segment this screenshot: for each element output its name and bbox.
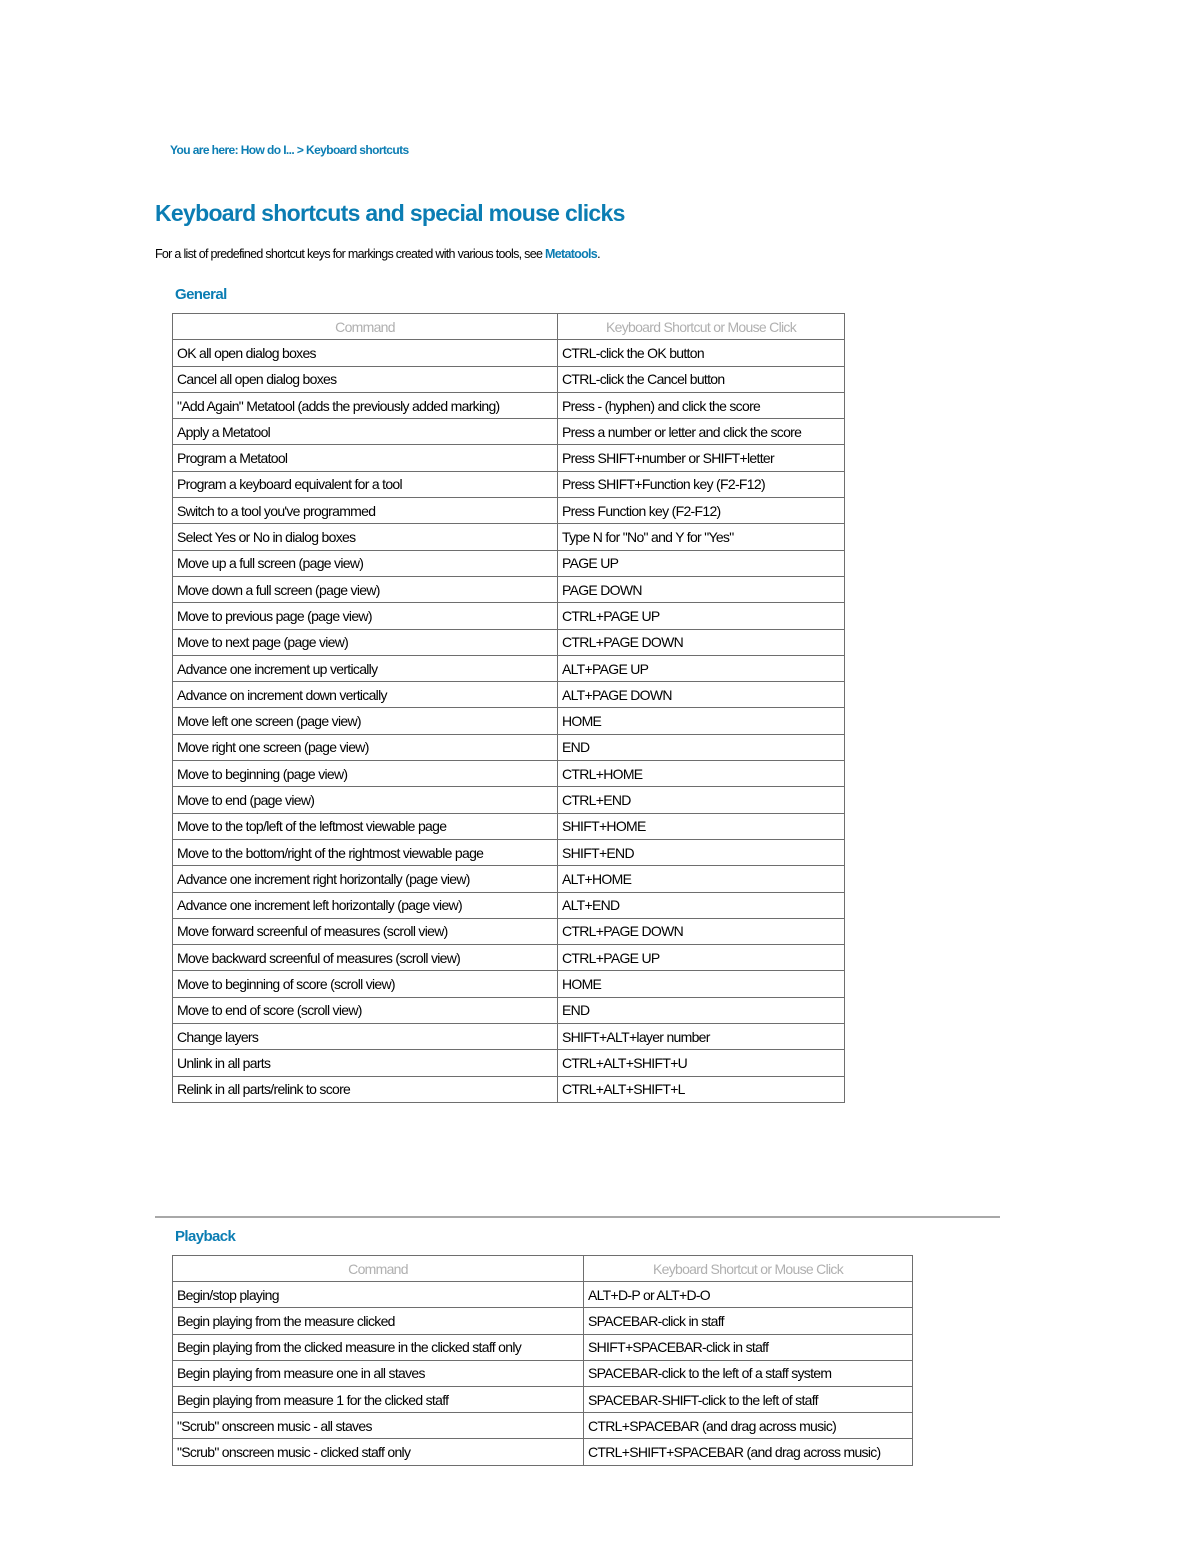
command-cell: Move to beginning of score (scroll view) bbox=[173, 971, 558, 997]
general-heading: General bbox=[175, 286, 227, 303]
shortcut-cell: HOME bbox=[558, 708, 845, 734]
command-cell: Move down a full screen (page view) bbox=[173, 576, 558, 602]
shortcut-cell: SHIFT+ALT+layer number bbox=[558, 1024, 845, 1050]
command-cell: Unlink in all parts bbox=[173, 1050, 558, 1076]
shortcut-cell: SHIFT+END bbox=[558, 839, 845, 865]
page-title: Keyboard shortcuts and special mouse clicks bbox=[155, 200, 625, 226]
intro-text: For a list of predefined shortcut keys for markings created with various tools, see bbox=[155, 247, 546, 261]
shortcut-cell: Press SHIFT+number or SHIFT+letter bbox=[558, 445, 845, 471]
table-row bbox=[173, 708, 845, 734]
table-row bbox=[173, 498, 845, 524]
command-cell: Switch to a tool you've programmed bbox=[173, 498, 558, 524]
column-header-command: Command bbox=[173, 314, 558, 340]
table-row bbox=[173, 918, 845, 944]
table-row bbox=[173, 524, 845, 550]
command-cell: Advance on increment down vertically bbox=[173, 682, 558, 708]
breadcrumb[interactable]: You are here: How do I... > Keyboard shortcuts bbox=[170, 143, 409, 157]
table-row bbox=[173, 734, 845, 760]
shortcut-cell: CTRL+SHIFT+SPACEBAR (and drag across music) bbox=[584, 1439, 913, 1465]
table-row bbox=[173, 445, 845, 471]
command-cell: Move backward screenful of measures (scroll view) bbox=[173, 945, 558, 971]
command-cell: Change layers bbox=[173, 1024, 558, 1050]
command-cell: Move to beginning (page view) bbox=[173, 761, 558, 787]
table-row bbox=[173, 787, 845, 813]
table-row bbox=[173, 813, 845, 839]
command-cell: Begin playing from measure 1 for the clicked staff bbox=[173, 1386, 584, 1412]
command-cell: Relink in all parts/relink to score bbox=[173, 1076, 558, 1102]
command-cell: Move to the top/left of the leftmost viewable page bbox=[173, 813, 558, 839]
shortcut-cell: CTRL-click the OK button bbox=[558, 340, 845, 366]
command-cell: Cancel all open dialog boxes bbox=[173, 366, 558, 392]
shortcut-cell: Press - (hyphen) and click the score bbox=[558, 392, 845, 418]
shortcut-cell: SPACEBAR-SHIFT-click to the left of staff bbox=[584, 1386, 913, 1412]
table-row bbox=[173, 392, 845, 418]
table-row bbox=[173, 1024, 845, 1050]
playback-shortcuts-table bbox=[172, 1255, 913, 1466]
table-row bbox=[173, 866, 845, 892]
table-row bbox=[173, 945, 845, 971]
shortcut-cell: CTRL+PAGE DOWN bbox=[558, 918, 845, 944]
intro-paragraph bbox=[155, 247, 600, 261]
shortcut-cell: Type N for "No" and Y for "Yes" bbox=[558, 524, 845, 550]
command-cell: Move right one screen (page view) bbox=[173, 734, 558, 760]
table-row bbox=[173, 1076, 845, 1102]
table-row bbox=[173, 1413, 913, 1439]
shortcut-cell: HOME bbox=[558, 971, 845, 997]
shortcut-cell: CTRL+HOME bbox=[558, 761, 845, 787]
table-row bbox=[173, 419, 845, 445]
command-cell: Move to next page (page view) bbox=[173, 629, 558, 655]
command-cell: "Scrub" onscreen music - all staves bbox=[173, 1413, 584, 1439]
shortcut-cell: ALT+PAGE UP bbox=[558, 655, 845, 681]
table-row bbox=[173, 761, 845, 787]
table-row bbox=[173, 550, 845, 576]
shortcut-cell: CTRL+END bbox=[558, 787, 845, 813]
command-cell: Move to end of score (scroll view) bbox=[173, 997, 558, 1023]
table-header-row bbox=[173, 1256, 913, 1282]
shortcut-cell: SHIFT+SPACEBAR-click in staff bbox=[584, 1334, 913, 1360]
shortcut-cell: SPACEBAR-click to the left of a staff system bbox=[584, 1360, 913, 1386]
command-cell: Apply a Metatool bbox=[173, 419, 558, 445]
table-row bbox=[173, 340, 845, 366]
command-cell: Advance one increment left horizontally (page view) bbox=[173, 892, 558, 918]
command-cell: Program a keyboard equivalent for a tool bbox=[173, 471, 558, 497]
table-row bbox=[173, 1386, 913, 1412]
shortcut-cell: END bbox=[558, 734, 845, 760]
shortcut-cell: ALT+PAGE DOWN bbox=[558, 682, 845, 708]
shortcut-cell: SHIFT+HOME bbox=[558, 813, 845, 839]
command-cell: Advance one increment up vertically bbox=[173, 655, 558, 681]
command-cell: Begin playing from the clicked measure in the clicked staff only bbox=[173, 1334, 584, 1360]
table-row bbox=[173, 997, 845, 1023]
command-cell: Move to end (page view) bbox=[173, 787, 558, 813]
command-cell: Move to previous page (page view) bbox=[173, 603, 558, 629]
playback-heading: Playback bbox=[175, 1228, 236, 1245]
table-row bbox=[173, 366, 845, 392]
command-cell: Move forward screenful of measures (scroll view) bbox=[173, 918, 558, 944]
shortcut-cell: Press Function key (F2-F12) bbox=[558, 498, 845, 524]
command-cell: OK all open dialog boxes bbox=[173, 340, 558, 366]
table-header-row bbox=[173, 314, 845, 340]
section-divider bbox=[155, 1216, 1000, 1218]
table-row bbox=[173, 839, 845, 865]
command-cell: Select Yes or No in dialog boxes bbox=[173, 524, 558, 550]
shortcut-cell: Press SHIFT+Function key (F2-F12) bbox=[558, 471, 845, 497]
command-cell: Program a Metatool bbox=[173, 445, 558, 471]
table-row bbox=[173, 603, 845, 629]
table-row bbox=[173, 971, 845, 997]
command-cell: Move up a full screen (page view) bbox=[173, 550, 558, 576]
table-row bbox=[173, 1334, 913, 1360]
shortcut-cell: CTRL+ALT+SHIFT+U bbox=[558, 1050, 845, 1076]
shortcut-cell: ALT+END bbox=[558, 892, 845, 918]
column-header-shortcut: Keyboard Shortcut or Mouse Click bbox=[584, 1256, 913, 1282]
shortcut-cell: CTRL+ALT+SHIFT+L bbox=[558, 1076, 845, 1102]
command-cell: "Add Again" Metatool (adds the previously added marking) bbox=[173, 392, 558, 418]
column-header-command: Command bbox=[173, 1256, 584, 1282]
shortcut-cell: SPACEBAR-click in staff bbox=[584, 1308, 913, 1334]
shortcut-cell: CTRL+PAGE UP bbox=[558, 603, 845, 629]
table-row bbox=[173, 471, 845, 497]
column-header-shortcut: Keyboard Shortcut or Mouse Click bbox=[558, 314, 845, 340]
table-row bbox=[173, 576, 845, 602]
table-row bbox=[173, 1439, 913, 1465]
shortcut-cell: CTRL+SPACEBAR (and drag across music) bbox=[584, 1413, 913, 1439]
table-row bbox=[173, 1282, 913, 1308]
shortcut-cell: PAGE UP bbox=[558, 550, 845, 576]
command-cell: Move left one screen (page view) bbox=[173, 708, 558, 734]
metatools-link[interactable]: Metatools bbox=[545, 247, 598, 261]
shortcut-cell: ALT+D-P or ALT+D-O bbox=[584, 1282, 913, 1308]
command-cell: Advance one increment right horizontally (page view) bbox=[173, 866, 558, 892]
table-row bbox=[173, 629, 845, 655]
shortcut-cell: CTRL+PAGE UP bbox=[558, 945, 845, 971]
table-row bbox=[173, 655, 845, 681]
shortcut-cell: CTRL-click the Cancel button bbox=[558, 366, 845, 392]
shortcut-cell: CTRL+PAGE DOWN bbox=[558, 629, 845, 655]
intro-suffix: . bbox=[597, 247, 600, 261]
table-row bbox=[173, 682, 845, 708]
shortcut-cell: PAGE DOWN bbox=[558, 576, 845, 602]
shortcut-cell: Press a number or letter and click the score bbox=[558, 419, 845, 445]
table-row bbox=[173, 1360, 913, 1386]
command-cell: "Scrub" onscreen music - clicked staff only bbox=[173, 1439, 584, 1465]
general-shortcuts-table bbox=[172, 313, 845, 1103]
command-cell: Move to the bottom/right of the rightmost viewable page bbox=[173, 839, 558, 865]
table-row bbox=[173, 892, 845, 918]
table-row bbox=[173, 1308, 913, 1334]
table-row bbox=[173, 1050, 845, 1076]
command-cell: Begin playing from the measure clicked bbox=[173, 1308, 584, 1334]
shortcut-cell: ALT+HOME bbox=[558, 866, 845, 892]
command-cell: Begin/stop playing bbox=[173, 1282, 584, 1308]
command-cell: Begin playing from measure one in all staves bbox=[173, 1360, 584, 1386]
shortcut-cell: END bbox=[558, 997, 845, 1023]
